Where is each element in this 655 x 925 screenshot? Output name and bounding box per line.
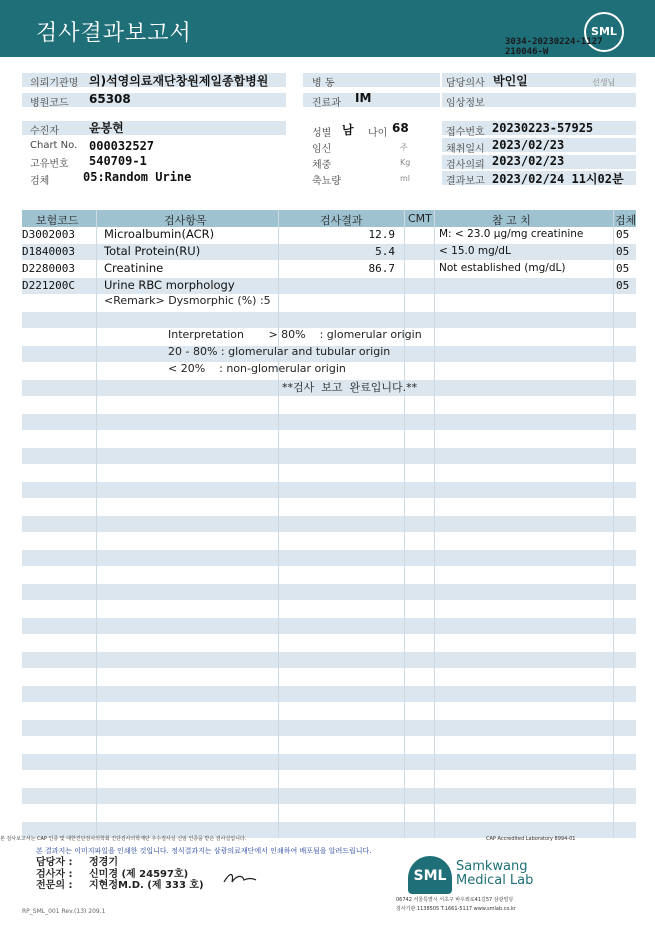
row-reference: M: < 23.0 μg/mg creatinine [439,228,584,240]
row-result: 12.9 [368,228,395,241]
interpretation-line: Interpretation > 80% : glomerular origin [168,328,422,341]
header-result: 검사결과 [320,214,363,227]
chart-label: Chart No. [30,140,78,151]
request-label: 검사의뢰 [446,160,485,171]
age-label: 나이 [368,128,388,139]
row-reference: Not established (mg/dL) [439,262,566,274]
column-divider [278,210,279,838]
id-value: 540709-1 [89,154,147,168]
table-row-stripe [22,720,636,736]
report-date-value: 2023/02/24 11시02분 [492,172,624,186]
lab-address: 06742 서울특별시 서초구 바우뫼로41길57 삼광빌딩 [396,897,514,903]
table-row-stripe [22,584,636,600]
table-row-stripe [22,754,636,770]
cap-accreditation: CAP Accredited Laboratory 8994-01 [486,836,576,842]
dept-value: IM [355,91,372,105]
patient-value: 윤봉현 [89,121,124,135]
id-label: 고유번호 [30,159,69,170]
row-item: Total Protein(RU) [104,244,201,258]
row-specimen: 05 [616,279,630,292]
specimen-value: 05:Random Urine [83,170,192,184]
weight-unit: Kg [400,158,411,167]
receipt-label: 접수번호 [446,127,485,138]
column-divider [613,210,614,838]
remark-text: <Remark> Dysmorphic (%) :5 [104,294,271,307]
table-row-stripe [22,618,636,634]
form-code: RP_SML_001 Rev.(13) 209.1 [22,908,106,915]
report-title: 검사결과보고서 [36,21,192,46]
pregnancy-label: 임신 [312,144,332,155]
report-complete-note: **검사 보고 완료입니다.** [282,381,418,394]
receipt-value: 20230223-57925 [492,121,594,135]
patient-label: 수진자 [30,126,59,137]
header-cmt: CMT [408,212,432,225]
table-row-stripe [22,448,636,464]
row-result: 86.7 [368,262,395,275]
examiner-label: 검사자 : [36,869,73,880]
row-specimen: 05 [616,228,630,241]
print-notice: 본 결과지는 이미지파일을 인쇄한 것입니다. 정식결과지는 삼광의료재단에서 인쇄하여 배포됨을 알려드립니다. [36,847,372,855]
manager-value: 정경기 [89,857,118,868]
table-row-stripe [22,482,636,498]
signature-icon [222,870,258,886]
info-band [22,121,286,135]
sex-label: 성별 [312,128,332,139]
samkwang-logo-icon: SML [408,856,452,894]
sex-value: 남 [342,123,354,137]
doctor-value: 박인일 [493,74,528,88]
column-divider [96,210,97,838]
row-specimen: 05 [616,245,630,258]
row-item: Creatinine [104,261,164,275]
table-row-stripe [22,788,636,804]
row-code: D3002003 [22,228,75,241]
interpretation-line: < 20% : non-glomerular origin [168,362,346,375]
ward-label: 병 동 [312,78,335,89]
header-reference: 참 고 치 [492,214,531,227]
hospital-code-label: 병원코드 [30,98,69,109]
table-row-stripe [22,312,636,328]
chart-value: 000032527 [89,139,155,153]
row-item: Microalbumin(ACR) [104,227,215,241]
column-divider [434,210,435,838]
header-item: 검사항목 [164,214,207,227]
table-row-stripe [22,550,636,566]
interpretation-line: 20 - 80% : glomerular and tubular origin [168,345,391,358]
row-code: D2280003 [22,262,75,275]
requester-value: 의)석영의료재단창원제일종합병원 [89,74,269,88]
specialist-label: 전문의 : [36,880,73,891]
table-row-stripe [22,652,636,668]
specimen-label: 검체 [30,176,50,187]
table-row-stripe [22,414,636,430]
doctor-label: 담당의사 [446,78,485,89]
collect-label: 채취일시 [446,144,485,155]
header-code: 보험코드 [36,214,79,227]
manager-label: 담당자 : [36,857,73,868]
report-date-label: 결과보고 [446,176,485,187]
examiner-value: 신미경 (제 24597호) [89,869,189,880]
reference-number: 3034-20230224-1127 210046-W [505,37,603,57]
collect-value: 2023/02/23 [492,138,565,152]
specialist-value: 지현정M.D. (제 333 호) [89,880,204,891]
urine-volume-label: 축뇨량 [312,176,341,187]
weight-label: 체중 [312,160,332,171]
row-specimen: 05 [616,262,630,275]
sml-logo-icon: SML [584,12,624,52]
row-code: D221200C [22,279,75,292]
clinical-label: 임상정보 [446,98,485,109]
column-divider [404,210,405,838]
request-value: 2023/02/23 [492,154,565,168]
row-reference: < 15.0 mg/dL [439,245,511,257]
lab-name: Samkwang Medical Lab [456,859,534,888]
row-code: D1840003 [22,245,75,258]
row-item: Urine RBC morphology [104,278,235,292]
urine-volume-unit: ml [400,174,411,183]
row-result: 5.4 [375,245,395,258]
requester-label: 의뢰기관명 [30,78,79,89]
table-row-stripe [22,516,636,532]
hospital-code-value: 65308 [89,92,131,106]
age-value: 68 [392,121,409,135]
pregnancy-unit: 주 [400,143,408,152]
doctor-suffix: 선생님 [592,78,616,87]
header-specimen: 검체 [615,214,637,227]
dept-label: 진료과 [312,98,341,109]
accreditation-note: 본 검사보고서는 CAP 인증 및 대한진단검사의학회 진단검사의학재단 우수검사실 신임 인증을 받은 검사실입니다. [0,836,247,842]
lab-phone: 검사기관 1138505 T.1661-5117 www.smlab.co.kr [396,906,517,912]
table-row-stripe [22,686,636,702]
